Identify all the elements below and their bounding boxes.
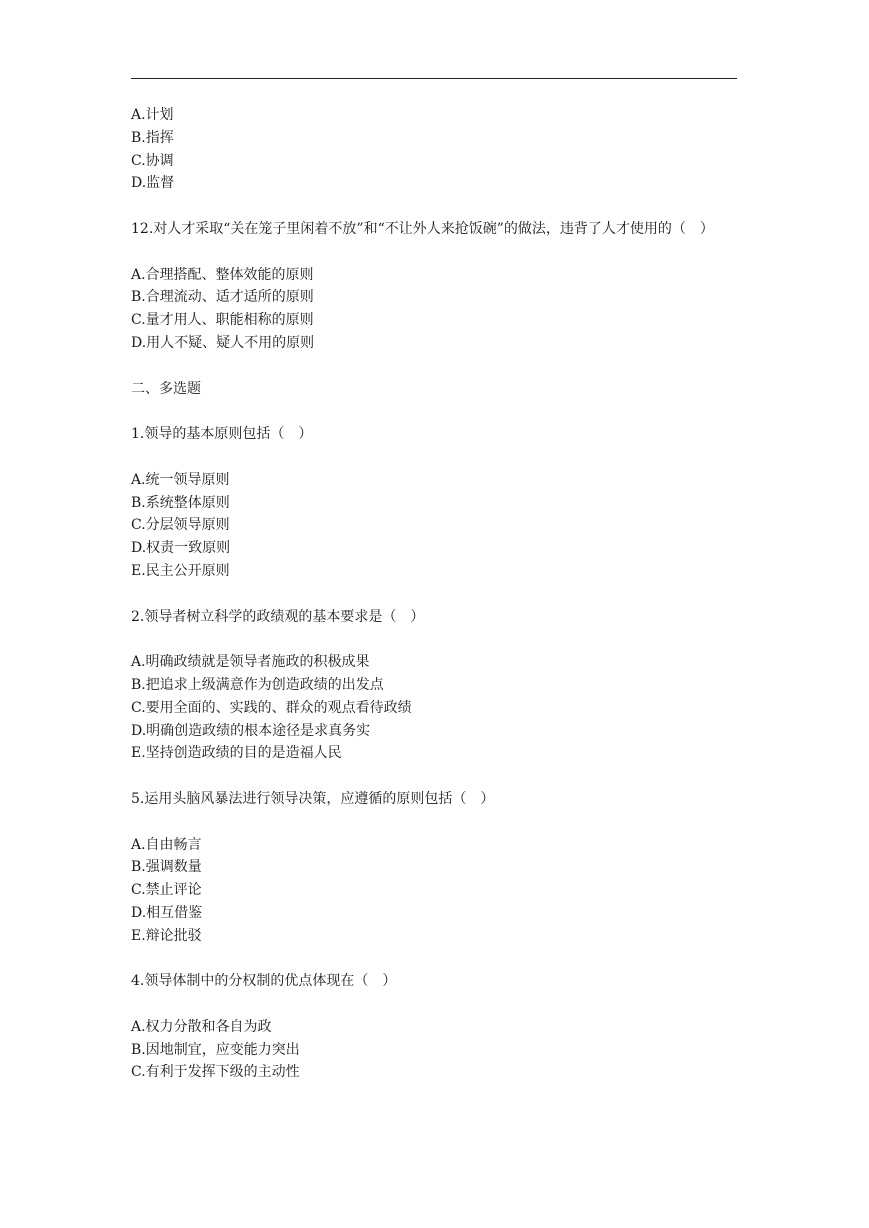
m2-option-d: D.明确创造政绩的根本途径是求真务实 [131,722,371,739]
q11-option-c: C.协调 [131,152,174,169]
m5-option-b: B.强调数量 [131,859,202,876]
m1-option-d: D.权责一致原则 [131,540,231,557]
m2-option-b: B.把追求上级满意作为创造政绩的出发点 [131,676,384,693]
m2-option-a: A.明确政绩就是领导者施政的积极成果 [131,654,370,671]
m4-option-b: B.因地制宜，应变能力突出 [131,1041,300,1058]
m5-option-c: C.禁止评论 [131,882,202,899]
q12-stem: 12.对人才采取“关在笼子里闲着不放”和“不让外人来抢饭碗”的做法，违背了人才使用的（ ） [131,220,714,237]
q12-option-d: D.用人不疑、疑人不用的原则 [131,334,315,351]
m5-option-e: E.辩论批驳 [131,927,202,944]
m2-option-c: C.要用全面的、实践的、群众的观点看待政绩 [131,699,412,716]
m1-option-e: E.民主公开原则 [131,562,230,579]
m1-option-c: C.分层领导原则 [131,517,230,534]
m1-option-b: B.系统整体原则 [131,494,230,511]
q12-option-c: C.量才用人、职能相称的原则 [131,312,314,329]
m1-option-a: A.统一领导原则 [131,471,230,488]
m2-option-e: E.坚持创造政绩的目的是造福人民 [131,745,342,762]
q12-option-b: B.合理流动、适才适所的原则 [131,289,314,306]
document-content [131,104,737,1084]
q12-option-a: A.合理搭配、整体效能的原则 [131,266,314,283]
m5-stem: 5.运用头脑风暴法进行领导决策，应遵循的原则包括（ ） [131,790,495,807]
m1-stem: 1.领导的基本原则包括（ ） [131,426,313,443]
q11-option-d: D.监督 [131,175,175,192]
q11-option-b: B.指挥 [131,129,174,146]
m5-option-a: A.自由畅言 [131,836,202,853]
header-rule [131,78,737,79]
m4-stem: 4.领导体制中的分权制的优点体现在（ ） [131,973,397,990]
m4-option-c: C.有利于发挥下级的主动性 [131,1064,300,1081]
m4-option-a: A.权力分散和各自为政 [131,1018,272,1035]
q11-option-a: A.计划 [131,107,174,123]
section-title-multiple-choice: 二、多选题 [131,380,201,397]
m5-option-d: D.相互借鉴 [131,904,203,921]
m2-stem: 2.领导者树立科学的政绩观的基本要求是（ ） [131,608,425,625]
